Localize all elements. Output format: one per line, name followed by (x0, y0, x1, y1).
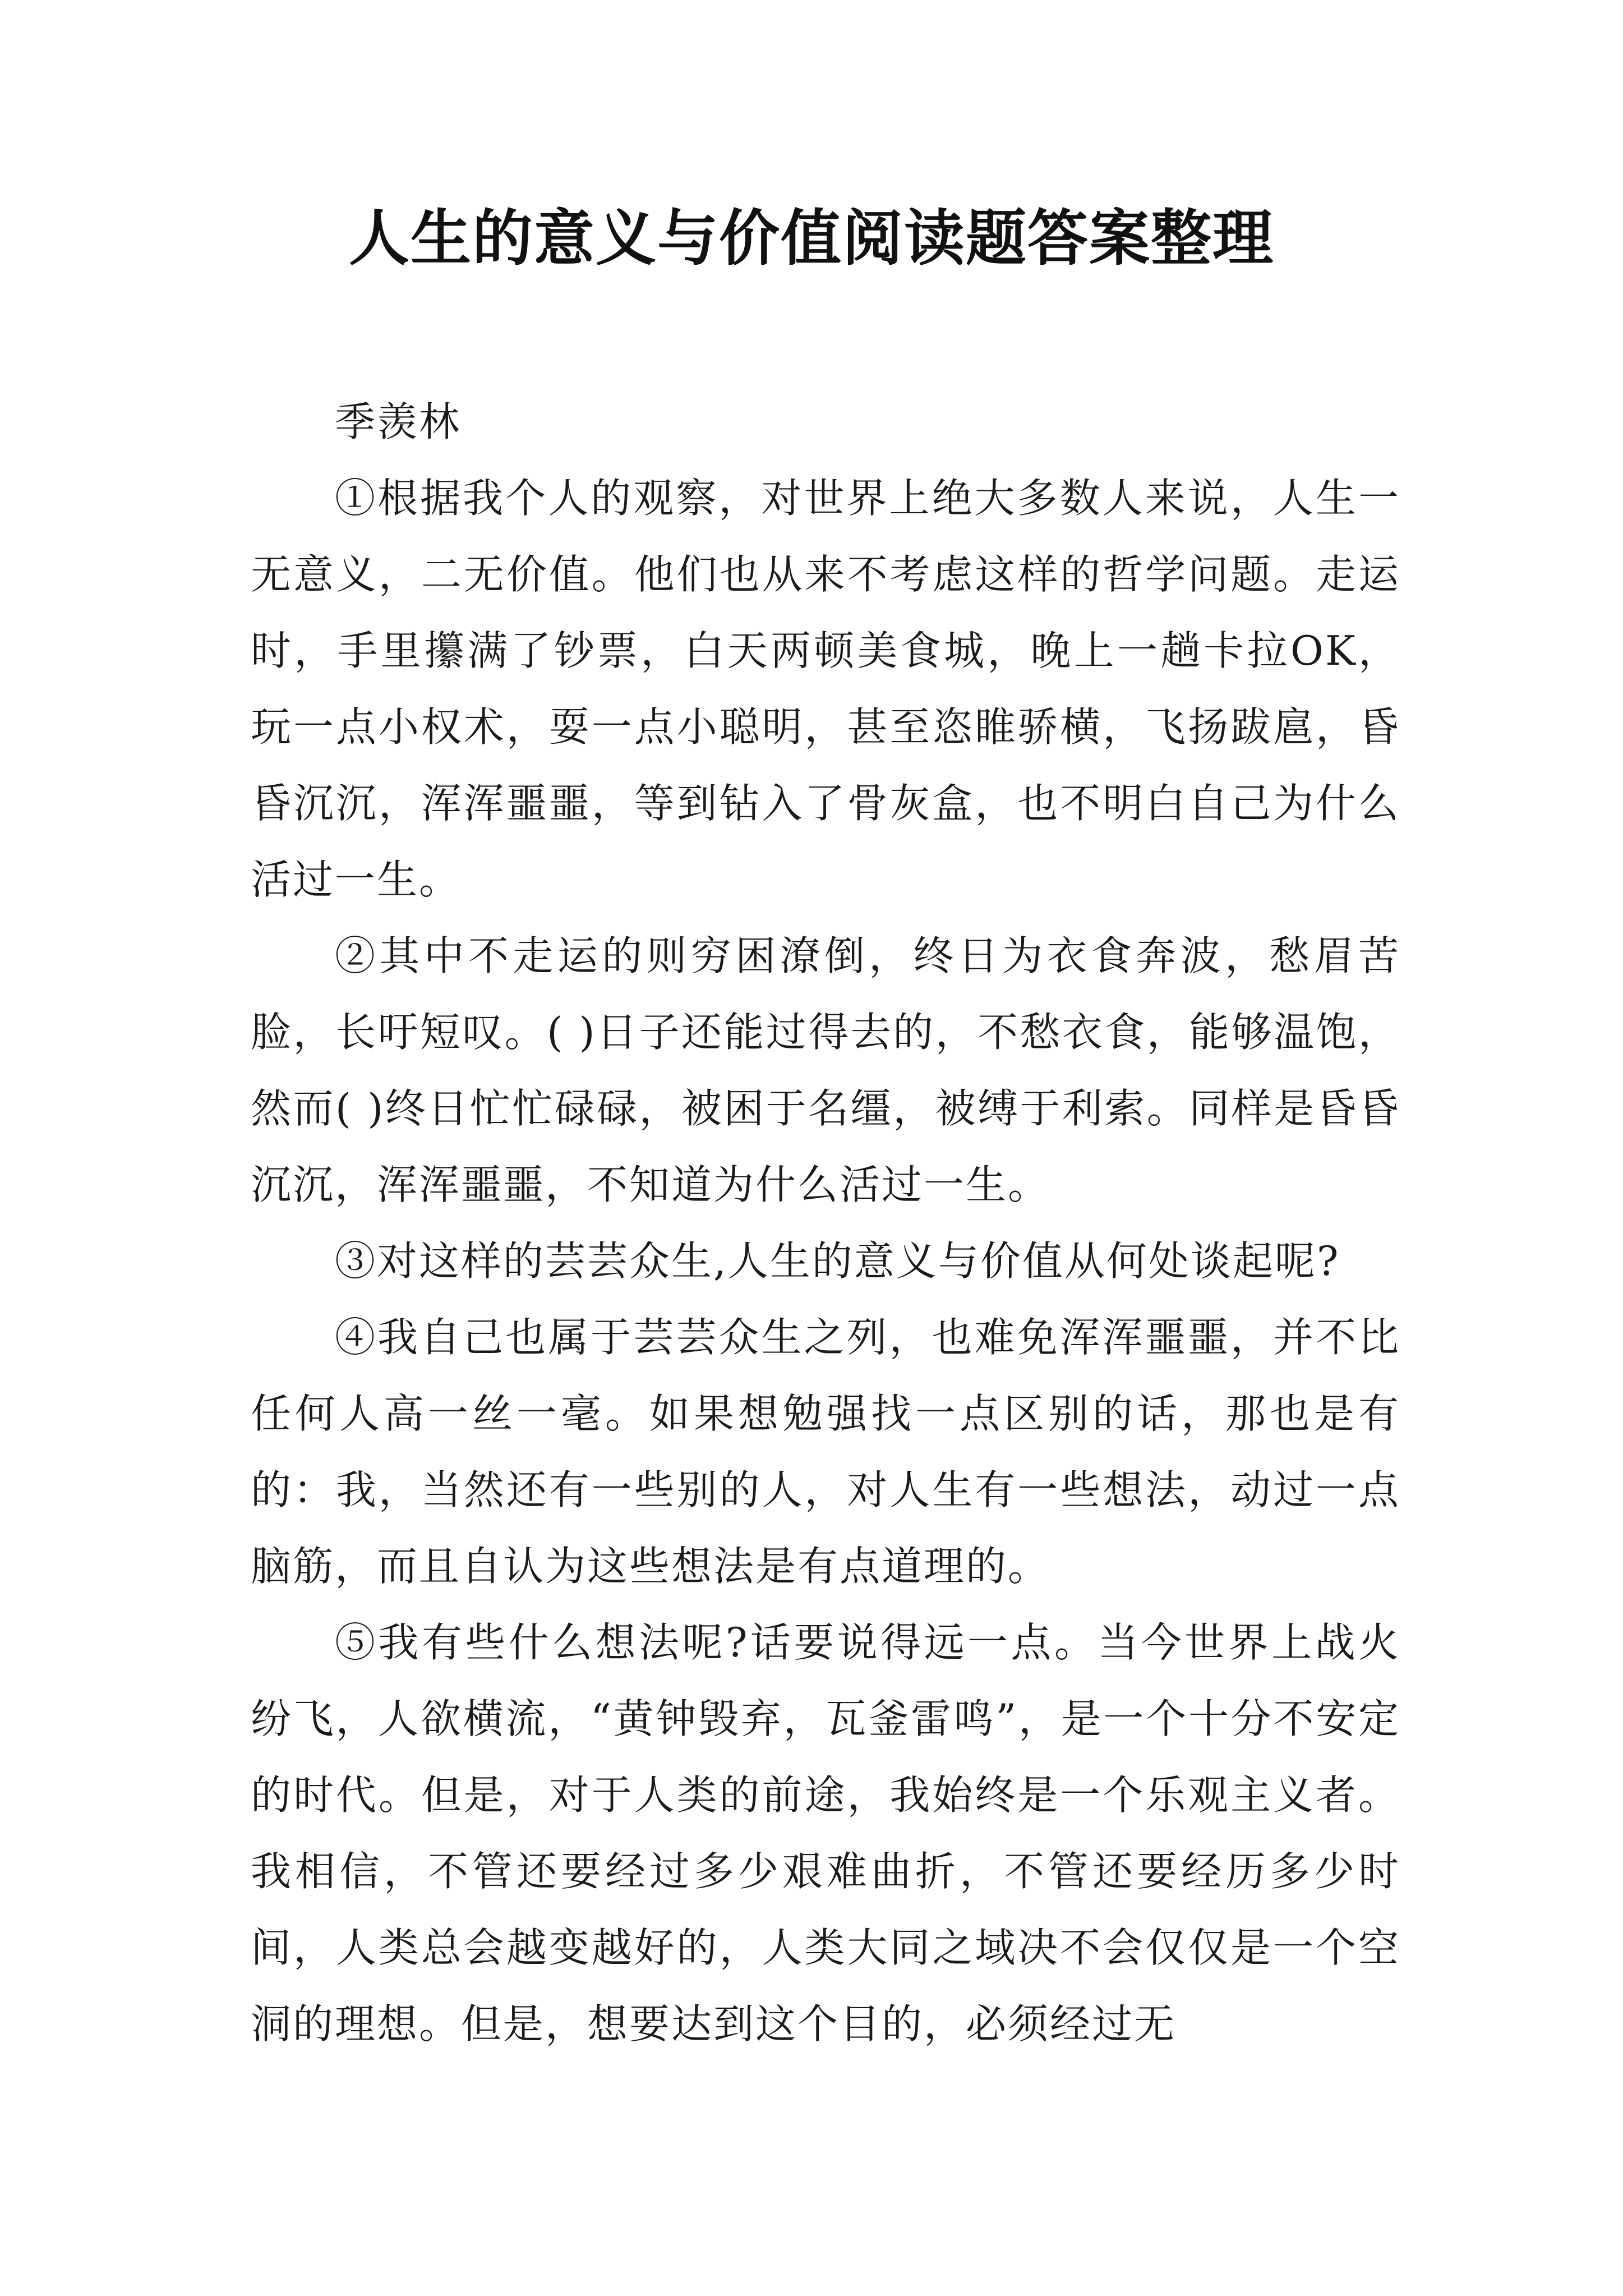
paragraph-2: ②其中不走运的则穷困潦倒，终日为衣食奔波，愁眉苦脸，长吁短叹。( )日子还能过得去的，不愁衣食，能够温饱，然而( )终日忙忙碌碌，被困于名缰，被缚于利索。同样是昏昏沉沉，浑浑噩噩，不知道为什么活过一生。 (251, 932, 1400, 1208)
document-title: 人生的意义与价值阅读题答案整理 (348, 203, 1274, 274)
paragraph-4: ④我自己也属于芸芸众生之列，也难免浑浑噩噩，并不比任何人高一丝一毫。如果想勉强找一点区别的话，那也是有的：我，当然还有一些别的人，对人生有一些想法，动过一点脑筋，而且自认为这些想法是有点道理的。 (251, 1314, 1400, 1590)
paragraph-3: ③对这样的芸芸众生,人生的意义与价值从何处谈起呢? (335, 1237, 1340, 1285)
document-body (251, 384, 1400, 2062)
paragraph-5: ⑤我有些什么想法呢?话要说得远一点。当今世界上战火纷飞，人欲横流，“黄钟毁弃，瓦釜雷鸣”，是一个十分不安定的时代。但是，对于人类的前途，我始终是一个乐观主义者。我相信，不管还要经过多少艰难曲折，不管还要经历多少时间，人类总会越变越好的，人类大同之域决不会仅仅是一个空洞的理想。但是，想要达到这个目的，必须经过无 (251, 1619, 1400, 2047)
author-name: 季羡林 (335, 398, 462, 445)
paragraph-1: ①根据我个人的观察，对世界上绝大多数人来说，人生一无意义，二无价值。他们也从来不考虑这样的哲学问题。走运时，手里攥满了钞票，白天两顿美食城，晚上一趟卡拉OK，玩一点小权术，耍一点小聪明，甚至恣睢骄横，飞扬跋扈，昏昏沉沉，浑浑噩噩，等到钻入了骨灰盒，也不明白自己为什么活过一生。 (251, 475, 1400, 903)
